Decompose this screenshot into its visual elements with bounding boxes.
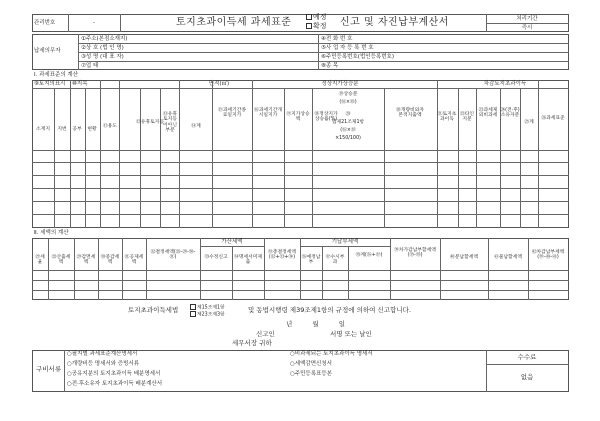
col-rise-e: (⑯×⑱ (340, 128, 356, 133)
fee-value: 없음 (520, 373, 534, 381)
col-paid-total: ㊳계(㊱+㊲) (355, 253, 383, 258)
section2-title: Ⅱ. 세액의 계산 (34, 230, 69, 236)
col-excess-gain: ㉑토지초과이득 (437, 112, 457, 123)
col-tax-base: ㉖과세표준 (541, 116, 565, 121)
law-rest: 및 동법시행령 제39조제1항의 규정에 의하여 신고합니다. (248, 306, 411, 314)
item-label: ⑧종 목 (321, 63, 339, 69)
col-improvement: ⑳개량비와자본적지출액 (396, 108, 424, 119)
checkbox-icon (190, 304, 196, 310)
normal-gain-group: 정상지가상승분 (321, 81, 359, 87)
form-title-right: 신고 및 자진납부계산서 (340, 17, 449, 28)
col-location: 소재지 (36, 127, 50, 132)
reporter-label: 신고인 (256, 330, 275, 338)
law-option-1[interactable]: 제15조제1항 (190, 304, 225, 311)
excess-gain-group: 차감토지초과이득 (483, 81, 527, 87)
add-tax-group: 가산세액 (221, 239, 243, 245)
law-option-2[interactable]: 제23조제3항 (190, 311, 225, 318)
sign-label: 서명 또는 날인 (330, 330, 372, 338)
col-rate: ㉗세율 (35, 255, 45, 266)
checkbox-icon (306, 14, 312, 20)
col-total-decided: ㉟총결정세액(㉜+㉝+㉞) (268, 250, 296, 261)
col-rise-b: (⑯×⑱) (339, 100, 357, 105)
doc-item: ○필지별 과세표준계산명세서 (67, 351, 138, 357)
mgmt-value: - (93, 20, 95, 26)
taxpayer-label: 납세의무자 (34, 48, 61, 54)
col-amended: ㉝수정신고 (204, 255, 228, 260)
addressee: 세무서장 귀하 (232, 339, 272, 347)
company-label: ②상 호 (법 인 명) (81, 45, 124, 51)
option-final[interactable]: 확정 (306, 23, 327, 31)
col-rise-f: ×150/100) (335, 136, 361, 141)
col-no-statement: ㉞명세서미제출 (234, 255, 262, 266)
col-use: ⑪용도 (102, 124, 118, 129)
col-installment: ㊵분납할세액 (450, 255, 478, 260)
col-actual: 현황 (87, 127, 97, 132)
area-group: 면적(㎡) (208, 81, 230, 87)
col-decided-tax: ㉜결정세액(㉘-㉙-㉚-㉛) (150, 250, 196, 261)
col-price-rise: ⑰지가상승액 (286, 112, 310, 123)
option-preliminary[interactable]: 예정 (306, 14, 327, 22)
col-prelim-paid: ㊱예정납부 (301, 255, 321, 266)
section1-title: Ⅰ. 과세표준의 계산 (34, 72, 79, 78)
doc-item: ○주민등록표등본 (290, 371, 332, 377)
form-title-left: 토지초과이득세 과세표준 (176, 17, 292, 28)
doc-item: ○비과세되는 토지초과이득 명세서 (290, 351, 373, 357)
col-reduction: ㉙감면세액 (76, 255, 96, 266)
col-end-price: ⑮과세기간종료일지가 (218, 108, 246, 119)
col-deduction: ㉛공제세액 (124, 255, 144, 266)
col-owners: ㉔(전·후)소유자분 (500, 108, 520, 119)
resident-reg-label: ⑥주민등록번호(법인등록번호) (321, 54, 394, 60)
attachments-label: 구비서류 (36, 365, 62, 373)
period-value: 즉시 (521, 25, 533, 31)
col-payable: ㊴차가감납부할세액(㉟-㊳) (394, 248, 436, 259)
col-rise-a: ⑲상승분 (338, 92, 358, 97)
law-text: 토지초과이득세법 (128, 306, 179, 314)
name-label: ③성 명 (대 표 자) (81, 54, 124, 60)
land-category-group: ⑩지목 (72, 81, 88, 87)
doc-item: ○전·후소유자 토지초과이득 배분계산서 (67, 381, 163, 387)
phone-label: ④전 화 번 호 (321, 36, 353, 42)
col-lot: 지번 (57, 127, 67, 132)
col-normal-rate: ⑱정상지가상승률(%) (314, 112, 338, 123)
checkbox-icon (190, 311, 196, 317)
col-computed-tax: ㉘산출세액 (51, 255, 71, 266)
col-adjustment: ㉚중감세액 (100, 255, 120, 266)
mgmt-label: 관리번호 (34, 20, 56, 26)
col-rise-c: ⑳ (345, 112, 351, 117)
col-excluded: ㉓과세제외비과세 (478, 108, 498, 119)
doc-item: ○세액감면신청서 (290, 361, 332, 367)
col-rise-d: 법제21조제1항 (331, 120, 365, 125)
col-registry: 공부 (72, 127, 82, 132)
period-label: 처리기간 (516, 16, 538, 22)
col-idle-land: ⑫유휴토지등 (136, 120, 164, 125)
col-area-total: ⑭계 (191, 124, 201, 129)
business-type-label: ⑦업 태 (81, 63, 99, 69)
col-occasional: ㊲수시부과 (325, 255, 345, 266)
biz-reg-label: ⑤사 업 자 등 록 번 호 (321, 45, 374, 51)
col-net-tax: ㊷차감납부세액(㊴-㊵-㊶) (531, 250, 565, 261)
land-location-group: ⑨토지의표시 (34, 81, 66, 87)
fee-label: 수수료 (517, 353, 537, 361)
report-date: 년 월 일 (286, 320, 345, 328)
col-non-idle: ⑬유휴토지등이아닌부분 (162, 112, 178, 133)
col-in-kind: ㊶물납할세액 (494, 255, 522, 260)
col-sub-total: ㉕계 (524, 120, 534, 125)
checkbox-icon (306, 23, 312, 29)
paid-tax-group: 기납부세액 (331, 239, 359, 245)
col-others-share: ㉒타인지분 (459, 112, 475, 123)
doc-item: ○공유지분의 토지초과이득 배분명세서 (67, 371, 161, 377)
col-start-price: ⑯과세기간개시일지가 (254, 108, 282, 119)
address-label: ①주소(본점소재지) (81, 36, 128, 42)
doc-item: ○개량비등 명세서와 증빙서류 (67, 361, 140, 367)
section1-table (32, 80, 569, 228)
